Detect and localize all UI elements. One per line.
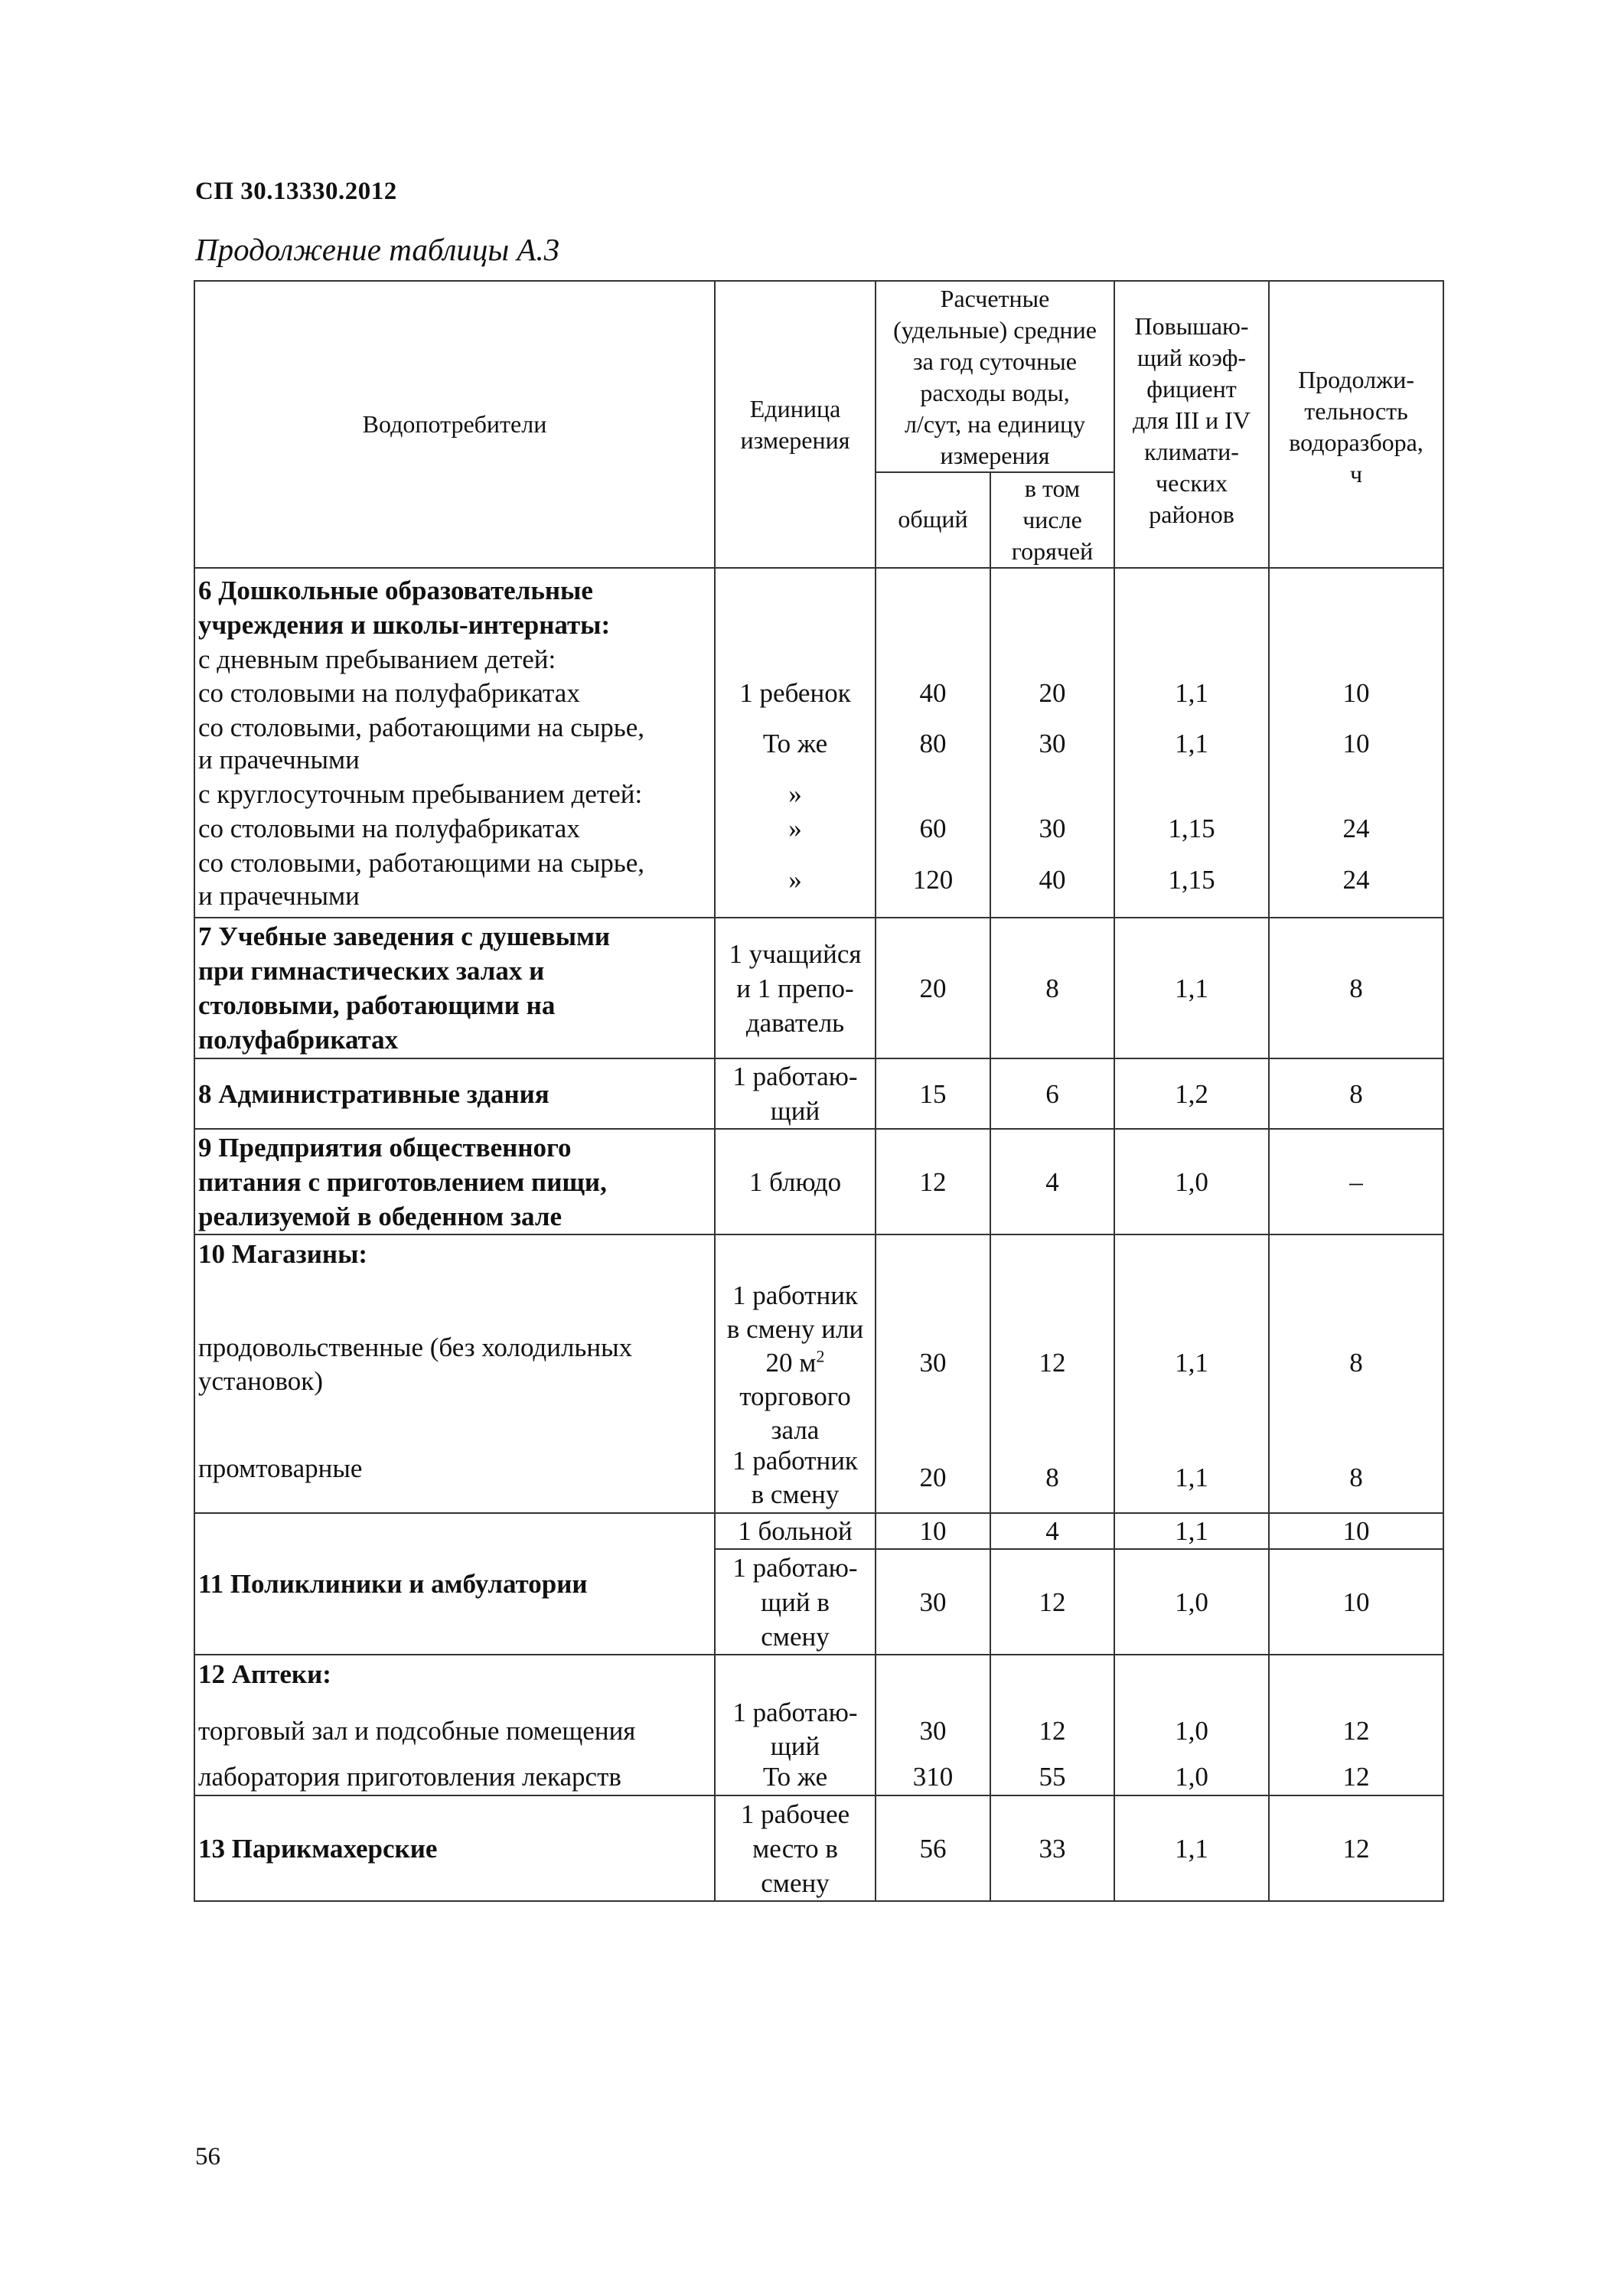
- group-9-unit: 1 блюдо: [715, 1129, 876, 1234]
- group-11-row-a: [194, 1513, 1443, 1549]
- row-6-4: со столовыми на полуфабрикатах: [198, 814, 580, 843]
- group-6-names: [194, 568, 715, 918]
- group-9-duration: –: [1269, 1129, 1443, 1234]
- group-12-total: 30 310: [876, 1655, 990, 1795]
- row-6-2-cont: и прачечными: [198, 745, 360, 775]
- group-11-hot-2: 12: [990, 1549, 1114, 1655]
- group-13-row: [194, 1795, 1443, 1901]
- group-12-names: [194, 1655, 715, 1795]
- row-10-2: промтоварные: [198, 1453, 363, 1483]
- page-number: 56: [195, 2143, 220, 2170]
- group-13-hot: 33: [990, 1795, 1114, 1901]
- group-8-total: 15: [876, 1058, 990, 1129]
- group-9-row: [194, 1129, 1443, 1234]
- group-7-total: 20: [876, 918, 990, 1058]
- group-12-hot: 12 55: [990, 1655, 1114, 1795]
- group-7-coef: 1,1: [1114, 918, 1269, 1058]
- row-12-2: лаборатория приготовления лекарств: [198, 1762, 621, 1792]
- group-13-coef: 1,1: [1114, 1795, 1269, 1901]
- group-9-name: 9 Предприятия общественного питания с приготовлением пищи, реализуемой в обеденном зале: [194, 1129, 715, 1234]
- header-unit: Единица измерения: [715, 281, 876, 568]
- row-10-1-cont: установок): [198, 1366, 323, 1396]
- group-13-duration: 12: [1269, 1795, 1443, 1901]
- group-11-duration-1: 10: [1269, 1513, 1443, 1549]
- group-11-unit-2: 1 работаю- щий в смену: [715, 1549, 876, 1655]
- group-6-title-cont: учреждения и школы-интернаты:: [198, 610, 611, 640]
- document-code: СП 30.13330.2012: [195, 178, 397, 205]
- group-12-duration: 12 12: [1269, 1655, 1443, 1795]
- table-caption: Продолжение таблицы А.3: [195, 232, 560, 267]
- row-6-5-cont: и прачечными: [198, 881, 360, 911]
- group-11-duration-2: 10: [1269, 1549, 1443, 1655]
- group-11-unit-1: 1 больной: [715, 1513, 876, 1549]
- group-8-unit: 1 работаю- щий: [715, 1058, 876, 1129]
- group-13-total: 56: [876, 1795, 990, 1901]
- header-duration: Продолжи- тельность водоразбора, ч: [1269, 281, 1443, 568]
- row-12-1: торговый зал и подсобные помещения: [198, 1716, 636, 1746]
- group-13-unit: 1 рабочее место в смену: [715, 1795, 876, 1901]
- group-7-row: [194, 918, 1443, 1058]
- group-12-row: [194, 1655, 1443, 1795]
- group-10-title: 10 Магазины:: [198, 1239, 368, 1269]
- group-10-total: 30 20: [876, 1234, 990, 1513]
- header-rates: Расчетные (удельные) средние за год суточные расходы воды, л/сут, на единицу измерения: [876, 281, 1114, 472]
- table-header-row: [194, 281, 1443, 472]
- row-10-1: продовольственные (без холодильных: [198, 1332, 633, 1362]
- row-6-day-stay: с дневным пребыванием детей:: [198, 644, 556, 674]
- group-11-total-2: 30: [876, 1549, 990, 1655]
- header-consumers: Водопотребители: [194, 281, 715, 568]
- group-10-row: [194, 1234, 1443, 1513]
- group-11-coef-2: 1,0: [1114, 1549, 1269, 1655]
- group-7-name: 7 Учебные заведения с душевыми при гимнастических залах и столовыми, работающими на полуфабрикатах: [194, 918, 715, 1058]
- group-12-coef: 1,0 1,0: [1114, 1655, 1269, 1795]
- group-12-units: 1 работаю- щий То же: [715, 1655, 876, 1795]
- group-6-row: [194, 568, 1443, 918]
- group-6-duration: 10 10 24 24: [1269, 568, 1443, 918]
- group-9-total: 12: [876, 1129, 990, 1234]
- group-10-hot: 12 8: [990, 1234, 1114, 1513]
- group-11-coef-1: 1,1: [1114, 1513, 1269, 1549]
- water-consumption-table: [194, 280, 1444, 1902]
- group-10-units: 1 работник в смену или 20 $м^2$ торгового зала 1 работник в смену: [715, 1234, 876, 1513]
- group-13-name: 13 Парикмахерские: [194, 1795, 715, 1901]
- group-10-coef: 1,1 1,1: [1114, 1234, 1269, 1513]
- group-6-title: 6 Дошкольные образовательные: [198, 576, 593, 605]
- group-9-coef: 1,0: [1114, 1129, 1269, 1234]
- row-6-2: со столовыми, работающими на сырье,: [198, 713, 644, 742]
- header-total: общий: [876, 472, 990, 568]
- group-6-hot: 20 30 30 40: [990, 568, 1114, 918]
- group-9-hot: 4: [990, 1129, 1114, 1234]
- group-8-coef: 1,2: [1114, 1058, 1269, 1129]
- group-12-title: 12 Аптеки:: [198, 1659, 331, 1689]
- group-7-hot: 8: [990, 918, 1114, 1058]
- group-11-hot-1: 4: [990, 1513, 1114, 1549]
- group-8-row: [194, 1058, 1443, 1129]
- row-6-round-stay: с круглосуточным пребыванием детей:: [198, 779, 643, 809]
- group-8-name: 8 Административные здания: [194, 1058, 715, 1129]
- group-11-total-1: 10: [876, 1513, 990, 1549]
- group-10-names: [194, 1234, 715, 1513]
- group-8-hot: 6: [990, 1058, 1114, 1129]
- row-6-1: со столовыми на полуфабрикатах: [198, 678, 580, 708]
- group-10-duration: 8 8: [1269, 1234, 1443, 1513]
- group-7-unit: 1 учащийся и 1 препо- даватель: [715, 918, 876, 1058]
- group-7-duration: 8: [1269, 918, 1443, 1058]
- header-hot: в том числе горячей: [990, 472, 1114, 568]
- group-6-total: 40 80 60 120: [876, 568, 990, 918]
- group-11-name: 11 Поликлиники и амбулатории: [194, 1513, 715, 1655]
- header-coefficient: Повышаю- щий коэф- фициент для III и IV климати- ческих районов: [1114, 281, 1269, 568]
- group-6-units: 1 ребенок То же » » »: [715, 568, 876, 918]
- group-6-coef: 1,1 1,1 1,15 1,15: [1114, 568, 1269, 918]
- row-6-5: со столовыми, работающими на сырье,: [198, 848, 644, 878]
- group-8-duration: 8: [1269, 1058, 1443, 1129]
